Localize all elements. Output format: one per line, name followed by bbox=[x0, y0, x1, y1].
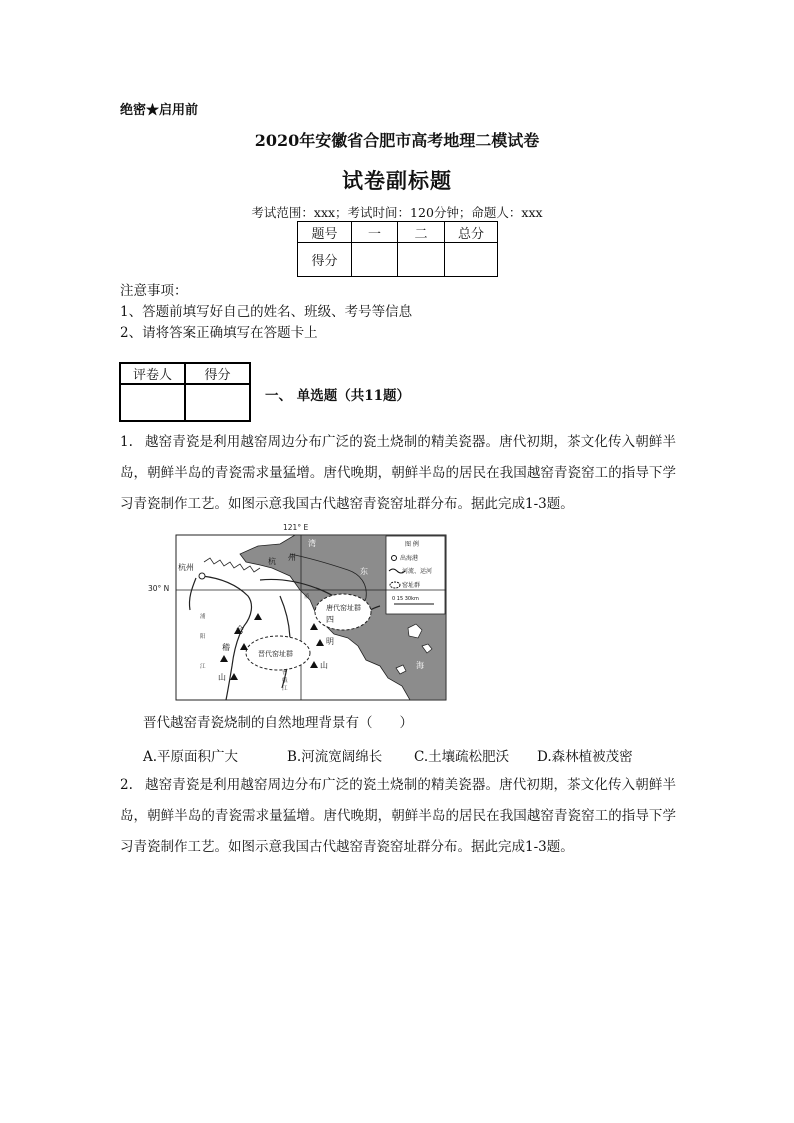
grader-score-cell[interactable] bbox=[185, 384, 250, 421]
river-char: 阳 bbox=[200, 634, 206, 640]
score-cell[interactable] bbox=[445, 243, 498, 277]
bay-char: 湾 bbox=[308, 539, 316, 548]
legend-kiln-icon bbox=[390, 582, 400, 588]
tang-kiln-label: 唐代窑址群 bbox=[326, 604, 361, 612]
page-title: 2020年安徽省合肥市高考地理二模试卷 bbox=[254, 131, 540, 150]
grader-label: 评卷人 bbox=[120, 363, 185, 384]
section-title: 一、 单选题（共11题） bbox=[265, 388, 410, 404]
option-a[interactable]: A.平原面积广大 bbox=[143, 749, 239, 765]
jin-kiln-label: 晋代窑址群 bbox=[258, 650, 293, 658]
notes-item: 2、请将答案正确填写在答题卡上 bbox=[120, 325, 318, 341]
city-label: 杭州 bbox=[178, 563, 194, 572]
mountain2-char: 山 bbox=[320, 661, 328, 670]
mountain1-char: 会 bbox=[236, 625, 244, 634]
grader-name-cell[interactable] bbox=[120, 384, 185, 421]
notes-title: 注意事项： bbox=[120, 283, 188, 299]
mountain2-char: 明 bbox=[326, 637, 334, 646]
latitude-label: 30° N bbox=[148, 584, 170, 593]
port-icon bbox=[199, 573, 205, 579]
legend-port-icon bbox=[392, 556, 397, 561]
mountain1-char: 稽 bbox=[222, 643, 230, 652]
exam-info: 考试范围：xxx；考试时间：120分钟；命题人：xxx bbox=[251, 205, 543, 220]
bay-char: 杭 bbox=[268, 557, 276, 566]
score-cell[interactable] bbox=[398, 243, 445, 277]
mountain2-char: 四 bbox=[326, 615, 334, 624]
score-table bbox=[297, 221, 498, 277]
option-d[interactable]: D.森林植被茂密 bbox=[537, 749, 633, 765]
question-number: 2. bbox=[120, 777, 133, 793]
river-char: 娥 bbox=[282, 678, 288, 684]
sub-question: 晋代越窑青瓷烧制的自然地理背景有（ ） bbox=[143, 715, 413, 731]
longitude-label: 121° E bbox=[283, 523, 309, 532]
question-stem: 越窑青瓷是利用越窑周边分布广泛的瓷土烧制的精美瓷器。唐代初期，茶文化传入朝鲜半岛，朝鲜半岛的青瓷需求量猛增。唐代晚期，朝鲜半岛的居民在我国越窑青瓷窑工的指导下学习青瓷制作工艺。如图示意我国古代越窑青瓷窑址群分布。据此完成1-3题。 bbox=[120, 777, 676, 855]
sea-char: 海 bbox=[416, 661, 424, 670]
legend-kiln: 窑址群 bbox=[402, 582, 421, 589]
kiln-distribution-map bbox=[140, 518, 450, 702]
river-char: 曹 bbox=[282, 670, 288, 676]
river-char: 江 bbox=[282, 686, 288, 692]
score-cell[interactable] bbox=[352, 243, 398, 277]
score-header-cell: 二 bbox=[398, 222, 445, 243]
tang-kiln-area bbox=[315, 594, 371, 630]
grader-box bbox=[119, 362, 251, 422]
notes bbox=[120, 281, 412, 344]
legend-scale: 0 15 30km bbox=[392, 596, 419, 602]
question-1 bbox=[120, 427, 676, 520]
river-char: 浦 bbox=[200, 614, 206, 620]
score-row-label: 得分 bbox=[298, 243, 352, 277]
score-header-cell: 总分 bbox=[445, 222, 498, 243]
river-char: 甬 bbox=[304, 594, 310, 600]
sea-char: 东 bbox=[360, 567, 368, 576]
question-number: 1. bbox=[120, 434, 133, 450]
option-b[interactable]: B.河流宽阔绵长 bbox=[287, 749, 383, 765]
mountain1-char: 山 bbox=[218, 673, 226, 682]
legend-port: 出海港 bbox=[400, 555, 419, 562]
question-stem: 越窑青瓷是利用越窑周边分布广泛的瓷土烧制的精美瓷器。唐代初期，茶文化传入朝鲜半岛，朝鲜半岛的青瓷需求量猛增。唐代晚期，朝鲜半岛的居民在我国越窑青瓷窑工的指导下学习青瓷制作工艺。如图示意我国古代越窑青瓷窑址群分布。据此完成1-3题。 bbox=[120, 434, 676, 512]
notes-item: 1、答题前填写好自己的姓名、班级、考号等信息 bbox=[120, 304, 413, 320]
question-2 bbox=[120, 770, 676, 863]
score-header-cell: 题号 bbox=[298, 222, 352, 243]
secret-mark: 绝密★启用前 bbox=[120, 103, 199, 118]
legend-title: 图 例 bbox=[405, 541, 419, 548]
grader-score-label: 得分 bbox=[185, 363, 250, 384]
score-header-cell: 一 bbox=[352, 222, 398, 243]
river-char: 江 bbox=[200, 664, 206, 670]
bay-char: 州 bbox=[288, 553, 296, 562]
option-c[interactable]: C.土壤疏松肥沃 bbox=[414, 749, 510, 765]
legend-river: 河流、运河 bbox=[402, 568, 433, 575]
page-subtitle: 试卷副标题 bbox=[342, 168, 452, 193]
